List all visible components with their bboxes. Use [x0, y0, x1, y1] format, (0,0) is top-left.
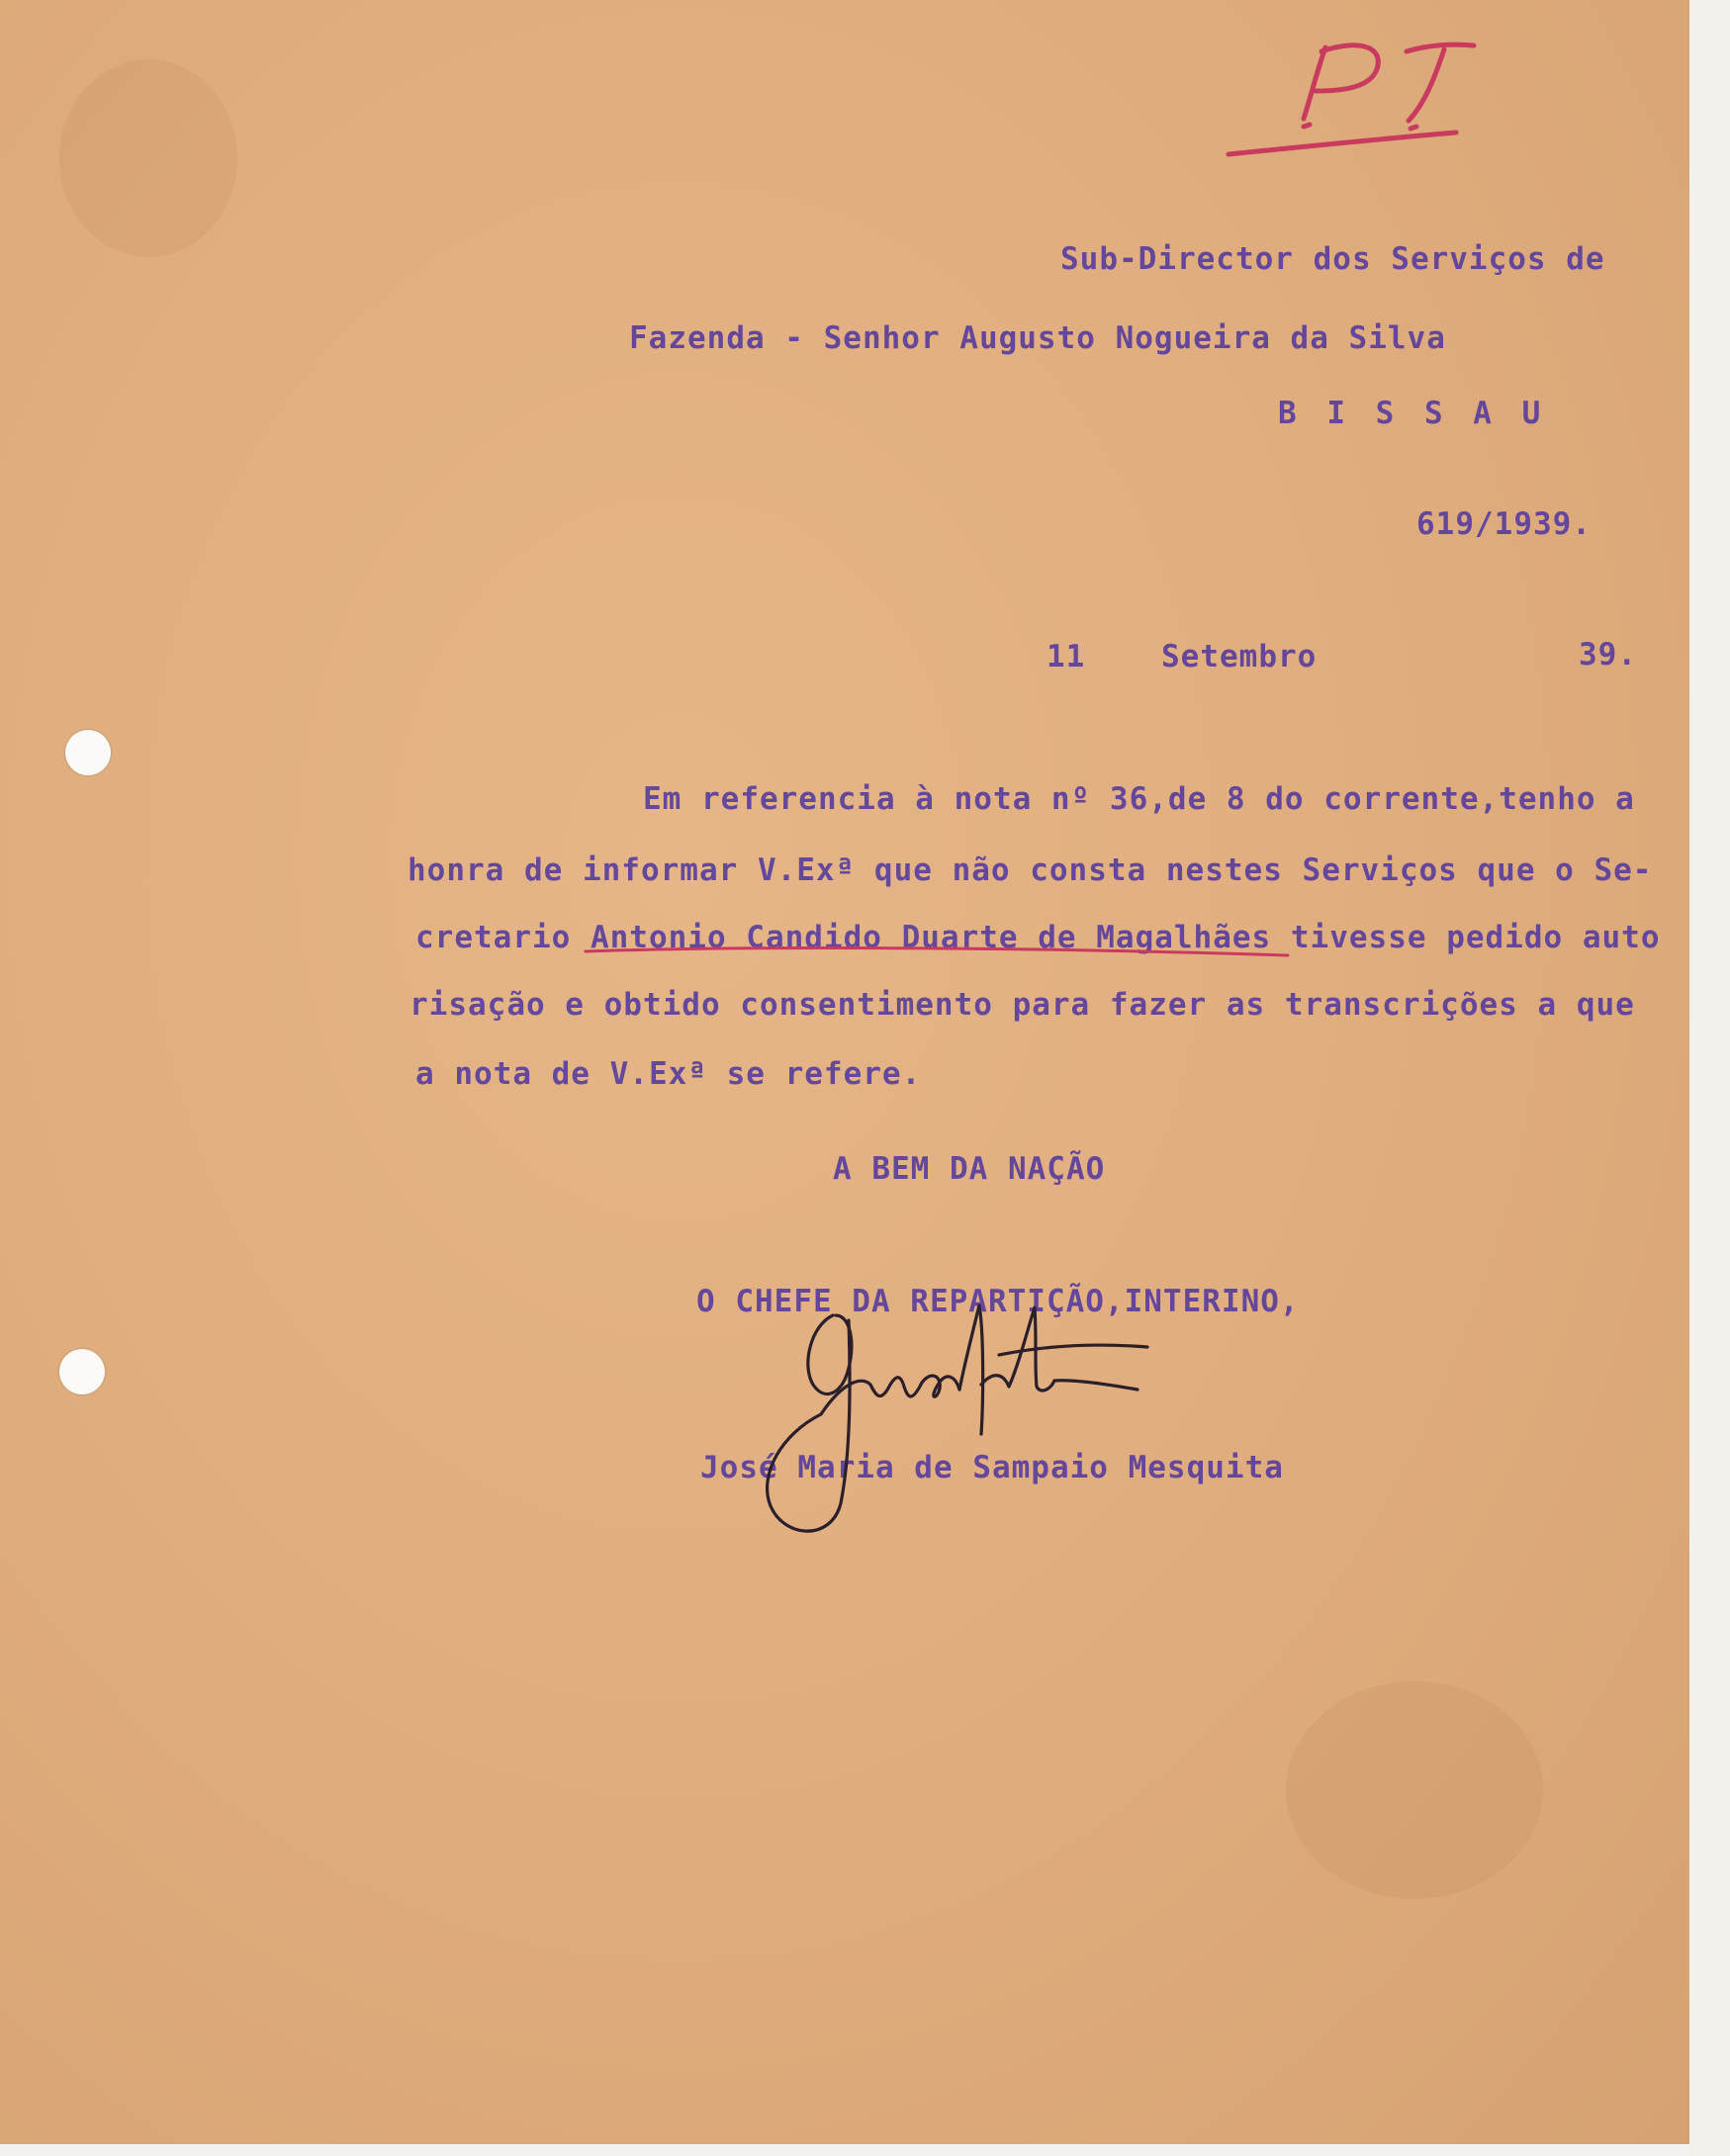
- body-line-3-end: tivesse pedido auto: [1271, 920, 1661, 955]
- date-day: 11: [1047, 639, 1086, 674]
- signature: [768, 1305, 1147, 1531]
- date-year: 39.: [1579, 637, 1637, 673]
- date-month: Setembro: [1161, 639, 1318, 674]
- body-line-3-start: cretario: [415, 920, 591, 955]
- body-line-5: a nota de V.Exª se refere.: [415, 1056, 922, 1092]
- signer-name: José Maria de Sampaio Mesquita: [700, 1450, 1284, 1485]
- body-line-1: Em referencia à nota nº 36,de 8 do corrente,tenho a: [643, 781, 1635, 817]
- addressee-line-1: Sub-Director dos Serviços de: [1060, 241, 1605, 277]
- reference-number: 619/1939.: [1416, 506, 1592, 542]
- addressee-line-2: Fazenda - Senhor Augusto Nogueira da Silva: [629, 320, 1446, 356]
- underlined-name: Antonio Candido Duarte de Magalhães: [590, 920, 1272, 955]
- body-line-4: risação e obtido consentimento para fazer as transcrições a que: [410, 987, 1635, 1023]
- salutation: A BEM DA NAÇÃO: [833, 1151, 1106, 1187]
- red-initials-mark: [1229, 45, 1474, 154]
- body-line-2: honra de informar V.Exª que não consta nestes Serviços que o Se-: [408, 853, 1653, 888]
- scan-margin: [1689, 0, 1730, 2156]
- signer-title: O CHEFE DA REPARTIÇÃO,INTERINO,: [696, 1284, 1300, 1319]
- addressee-city: B I S S A U: [1278, 396, 1547, 431]
- red-underline: [586, 948, 1288, 955]
